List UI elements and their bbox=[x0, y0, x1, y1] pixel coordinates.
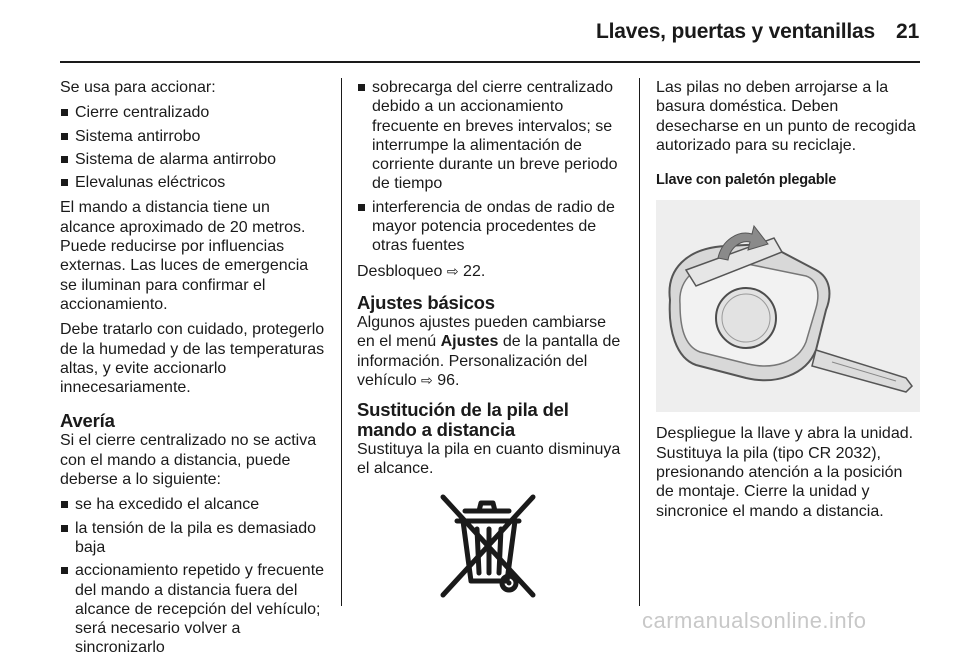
list-item: sobrecarga del cierre centralizado debido a un accionamiento frecuente en breves intervalos; se interrumpe la alimentación de corriente durante un breve periodo de tiempo bbox=[357, 78, 625, 194]
list-item: se ha excedido el alcance bbox=[60, 495, 326, 514]
header-divider bbox=[60, 61, 920, 63]
column-divider-2 bbox=[639, 78, 640, 606]
unlock-reference-text: Desbloqueo bbox=[357, 262, 443, 280]
list-item: accionamiento repetido y frecuente del mando a distancia fuera del alcance de recepción del vehículo; será necesario volver a sincronizarlo bbox=[60, 561, 326, 657]
list-item: Sistema antirrobo bbox=[60, 127, 326, 146]
list-item: la tensión de la pila es demasiado baja bbox=[60, 519, 326, 558]
watermark: carmanualsonline.info bbox=[642, 608, 867, 633]
basic-settings-page[interactable]: 96. bbox=[437, 371, 460, 389]
basic-settings-heading: Ajustes básicos bbox=[357, 291, 495, 313]
basic-settings-text-cont: de la pantalla de información. Personalización del vehículo bbox=[357, 333, 621, 389]
list-item: Cierre centralizado bbox=[60, 103, 326, 122]
column-3 bbox=[656, 78, 922, 527]
fault-causes-list bbox=[60, 495, 326, 657]
column-2 bbox=[357, 78, 625, 601]
page-header-title: Llaves, puertas y ventanillas bbox=[596, 20, 876, 43]
battery-replacement-paragraph: Sustituya la pila en cuanto disminuya el alcance. bbox=[357, 441, 621, 478]
list-item: Elevalunas eléctricos bbox=[60, 173, 326, 192]
page-number: 21 bbox=[896, 20, 920, 43]
settings-menu-name: Ajustes bbox=[440, 333, 499, 351]
unlock-reference bbox=[357, 262, 625, 281]
basic-settings-text: Algunos ajustes pueden cambiarse en el menú bbox=[357, 313, 607, 351]
list-item: Sistema de alarma antirrobo bbox=[60, 150, 326, 169]
column-divider-1 bbox=[341, 78, 342, 606]
folding-key-battery-illustration bbox=[656, 200, 920, 412]
battery-replacement-heading: Sustitución de la pila del mando a distancia bbox=[357, 399, 569, 441]
disposal-paragraph: Las pilas no deben arrojarse a la basura doméstica. Deben desecharse en un punto de recogida autorizado para su reciclaje. bbox=[656, 79, 916, 154]
page-reference-arrow-icon: ⇨ bbox=[446, 262, 459, 279]
fault-causes-list-continued bbox=[357, 78, 625, 256]
range-paragraph: El mando a distancia tiene un alcance aproximado de 20 metros. Puede reducirse por influencias externas. Las luces de emergencia se iluminan para confirmar el accionamiento. bbox=[60, 199, 309, 313]
list-item: interferencia de ondas de radio de mayor potencia procedentes de otras fuentes bbox=[357, 198, 625, 256]
intro-text: Se usa para accionar: bbox=[60, 79, 216, 96]
uses-list bbox=[60, 103, 326, 192]
page-reference-arrow-icon: ⇨ bbox=[421, 371, 433, 388]
fault-heading: Avería bbox=[60, 410, 115, 432]
instructions-paragraph: Despliegue la llave y abra la unidad. Sustituya la pila (tipo CR 2032), presionando atención a la posición de montaje. Cierre la unidad y sincronice el mando a distancia. bbox=[656, 425, 914, 520]
basic-settings-paragraph bbox=[357, 313, 625, 390]
column-1 bbox=[60, 78, 326, 664]
unlock-reference-page[interactable]: 22. bbox=[463, 262, 486, 280]
care-paragraph: Debe tratarlo con cuidado, protegerlo de la humedad y de las temperaturas altas, y evite accionarlo innecesariamente. bbox=[60, 321, 325, 397]
fault-paragraph: Si el cierre centralizado no se activa con el mando a distancia, puede deberse a lo siguiente: bbox=[60, 432, 317, 489]
crossed-out-wheelie-bin-icon bbox=[435, 491, 541, 601]
folding-key-heading: Llave con paletón plegable bbox=[656, 172, 837, 189]
